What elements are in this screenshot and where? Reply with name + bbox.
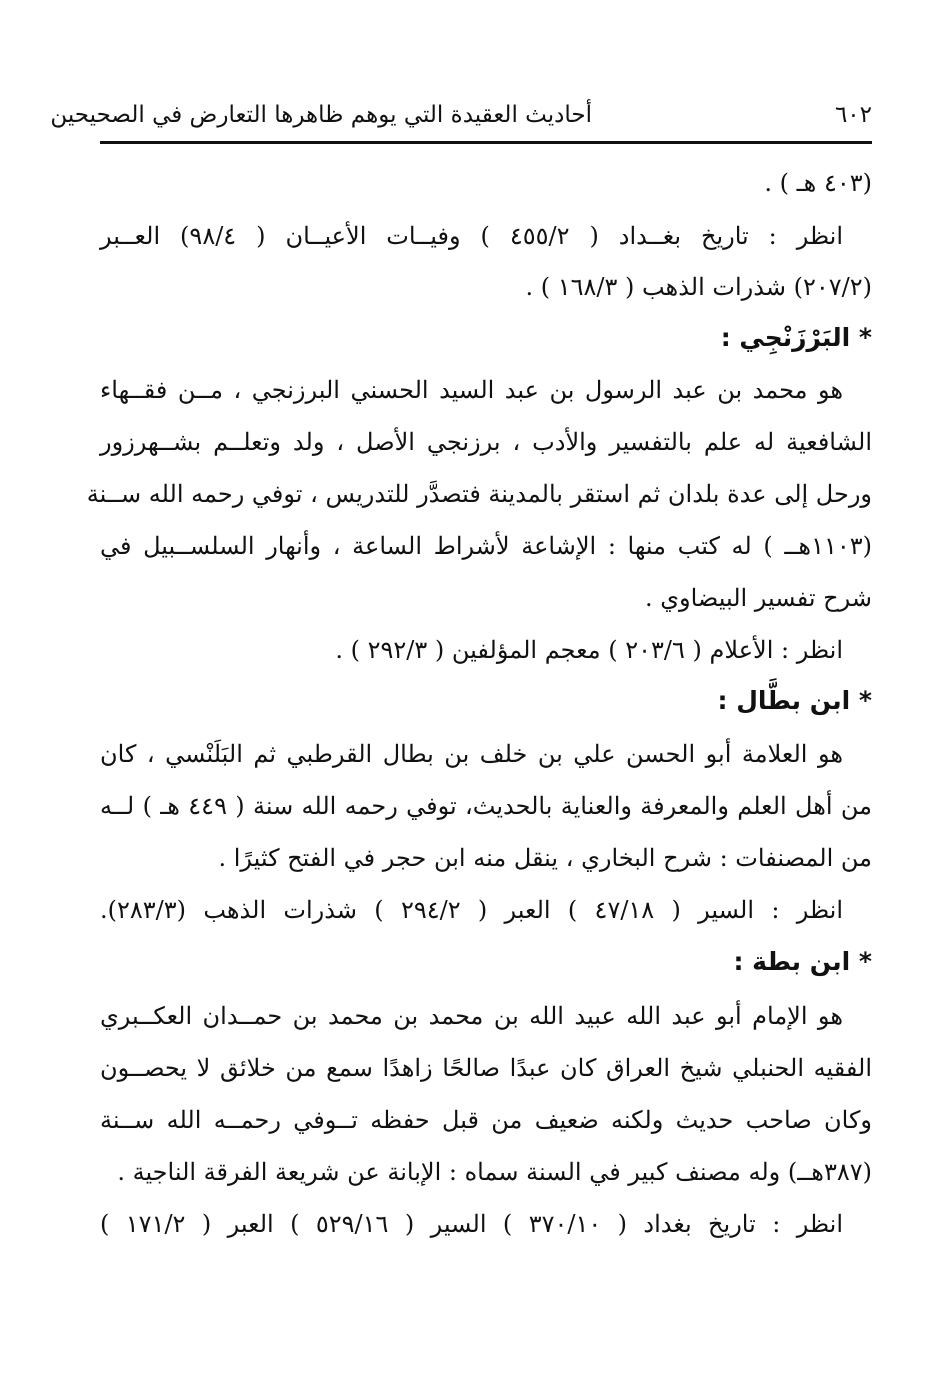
reference-line: انظر : السير ( ٤٧/١٨ ) العبر ( ٢٩٤/٢ ) شذرات الذهب (٢٨٣/٣). [100,896,843,924]
text-line: هو محمد بن عبد الرسول بن عبد السيد الحسني البرزنجي ، مــن فقــهاء [100,376,843,404]
text-line: من المصنفات : شرح البخاري ، ينقل منه ابن حجر في الفتح كثيرًا . [218,844,872,872]
running-title: أحاديث العقيدة التي يوهم ظاهرها التعارض في الصحيحين [50,102,592,128]
entry-heading-ibn-batta: * ابن بطة : [733,947,872,976]
entry-heading-barzanji: * البَرْزَنْجِي : [720,323,872,352]
text-line: شرح تفسير البيضاوي . [644,584,872,612]
reference-line: انظر : تاريخ بغــداد ( ٤٥٥/٢ ) وفيــات الأعيــان ( ٩٨/٤) العــبر [100,222,843,250]
text-line: هو العلامة أبو الحسن علي بن خلف بن بطال القرطبي ثم البَلَنْسي ، كان [100,740,843,768]
text-line: الفقيه الحنبلي شيخ العراق كان عبدًا صالحًا زاهدًا سمع من خلائق لا يحصــون [100,1054,872,1082]
page-number: ٦٠٢ [834,102,872,128]
text-line: هو الإمام أبو عبد الله عبيد الله بن محمد بن محمد بن حمــدان العكــبري [100,1002,843,1030]
text-line: الشافعية له علم بالتفسير والأدب ، برزنجي الأصل ، ولد وتعلــم بشــهرزور [100,428,872,456]
page-header [50,102,872,142]
text-line: من أهل العلم والمعرفة والعناية بالحديث، توفي رحمه الله سنة ( ٤٤٩ هـ ) لــه [100,792,872,820]
reference-line: انظر : الأعلام ( ٢٠٣/٦ ) معجم المؤلفين ( ٢٩٢/٣ ) . [335,636,843,664]
text-line: (٣٨٧هــ) وله مصنف كبير في السنة سماه : الإبانة عن شريعة الفرقة الناجية . [117,1158,872,1186]
header-rule [100,141,872,144]
reference-line: انظر : تاريخ بغداد ( ٣٧٠/١٠ ) السير ( ٥٢٩/١٦ ) العبر ( ١٧١/٢ ) [100,1210,843,1238]
text-line: (٤٠٣ هـ ) . [764,169,872,197]
reference-line: (٢٠٧/٢) شذرات الذهب ( ١٦٨/٣ ) . [525,273,872,301]
entry-heading-ibn-battal: * ابن بطَّال : [717,686,872,715]
text-line: (١١٠٣هــ ) له كتب منها : الإشاعة لأشراط الساعة ، وأنهار السلســبيل في [100,532,872,560]
text-line: وكان صاحب حديث ولكنه ضعيف من قبل حفظه تــوفي رحمــه الله ســنة [100,1106,872,1134]
text-line: ورحل إلى عدة بلدان ثم استقر بالمدينة فتصدَّر للتدريس ، توفي رحمه الله ســنة [86,480,872,508]
